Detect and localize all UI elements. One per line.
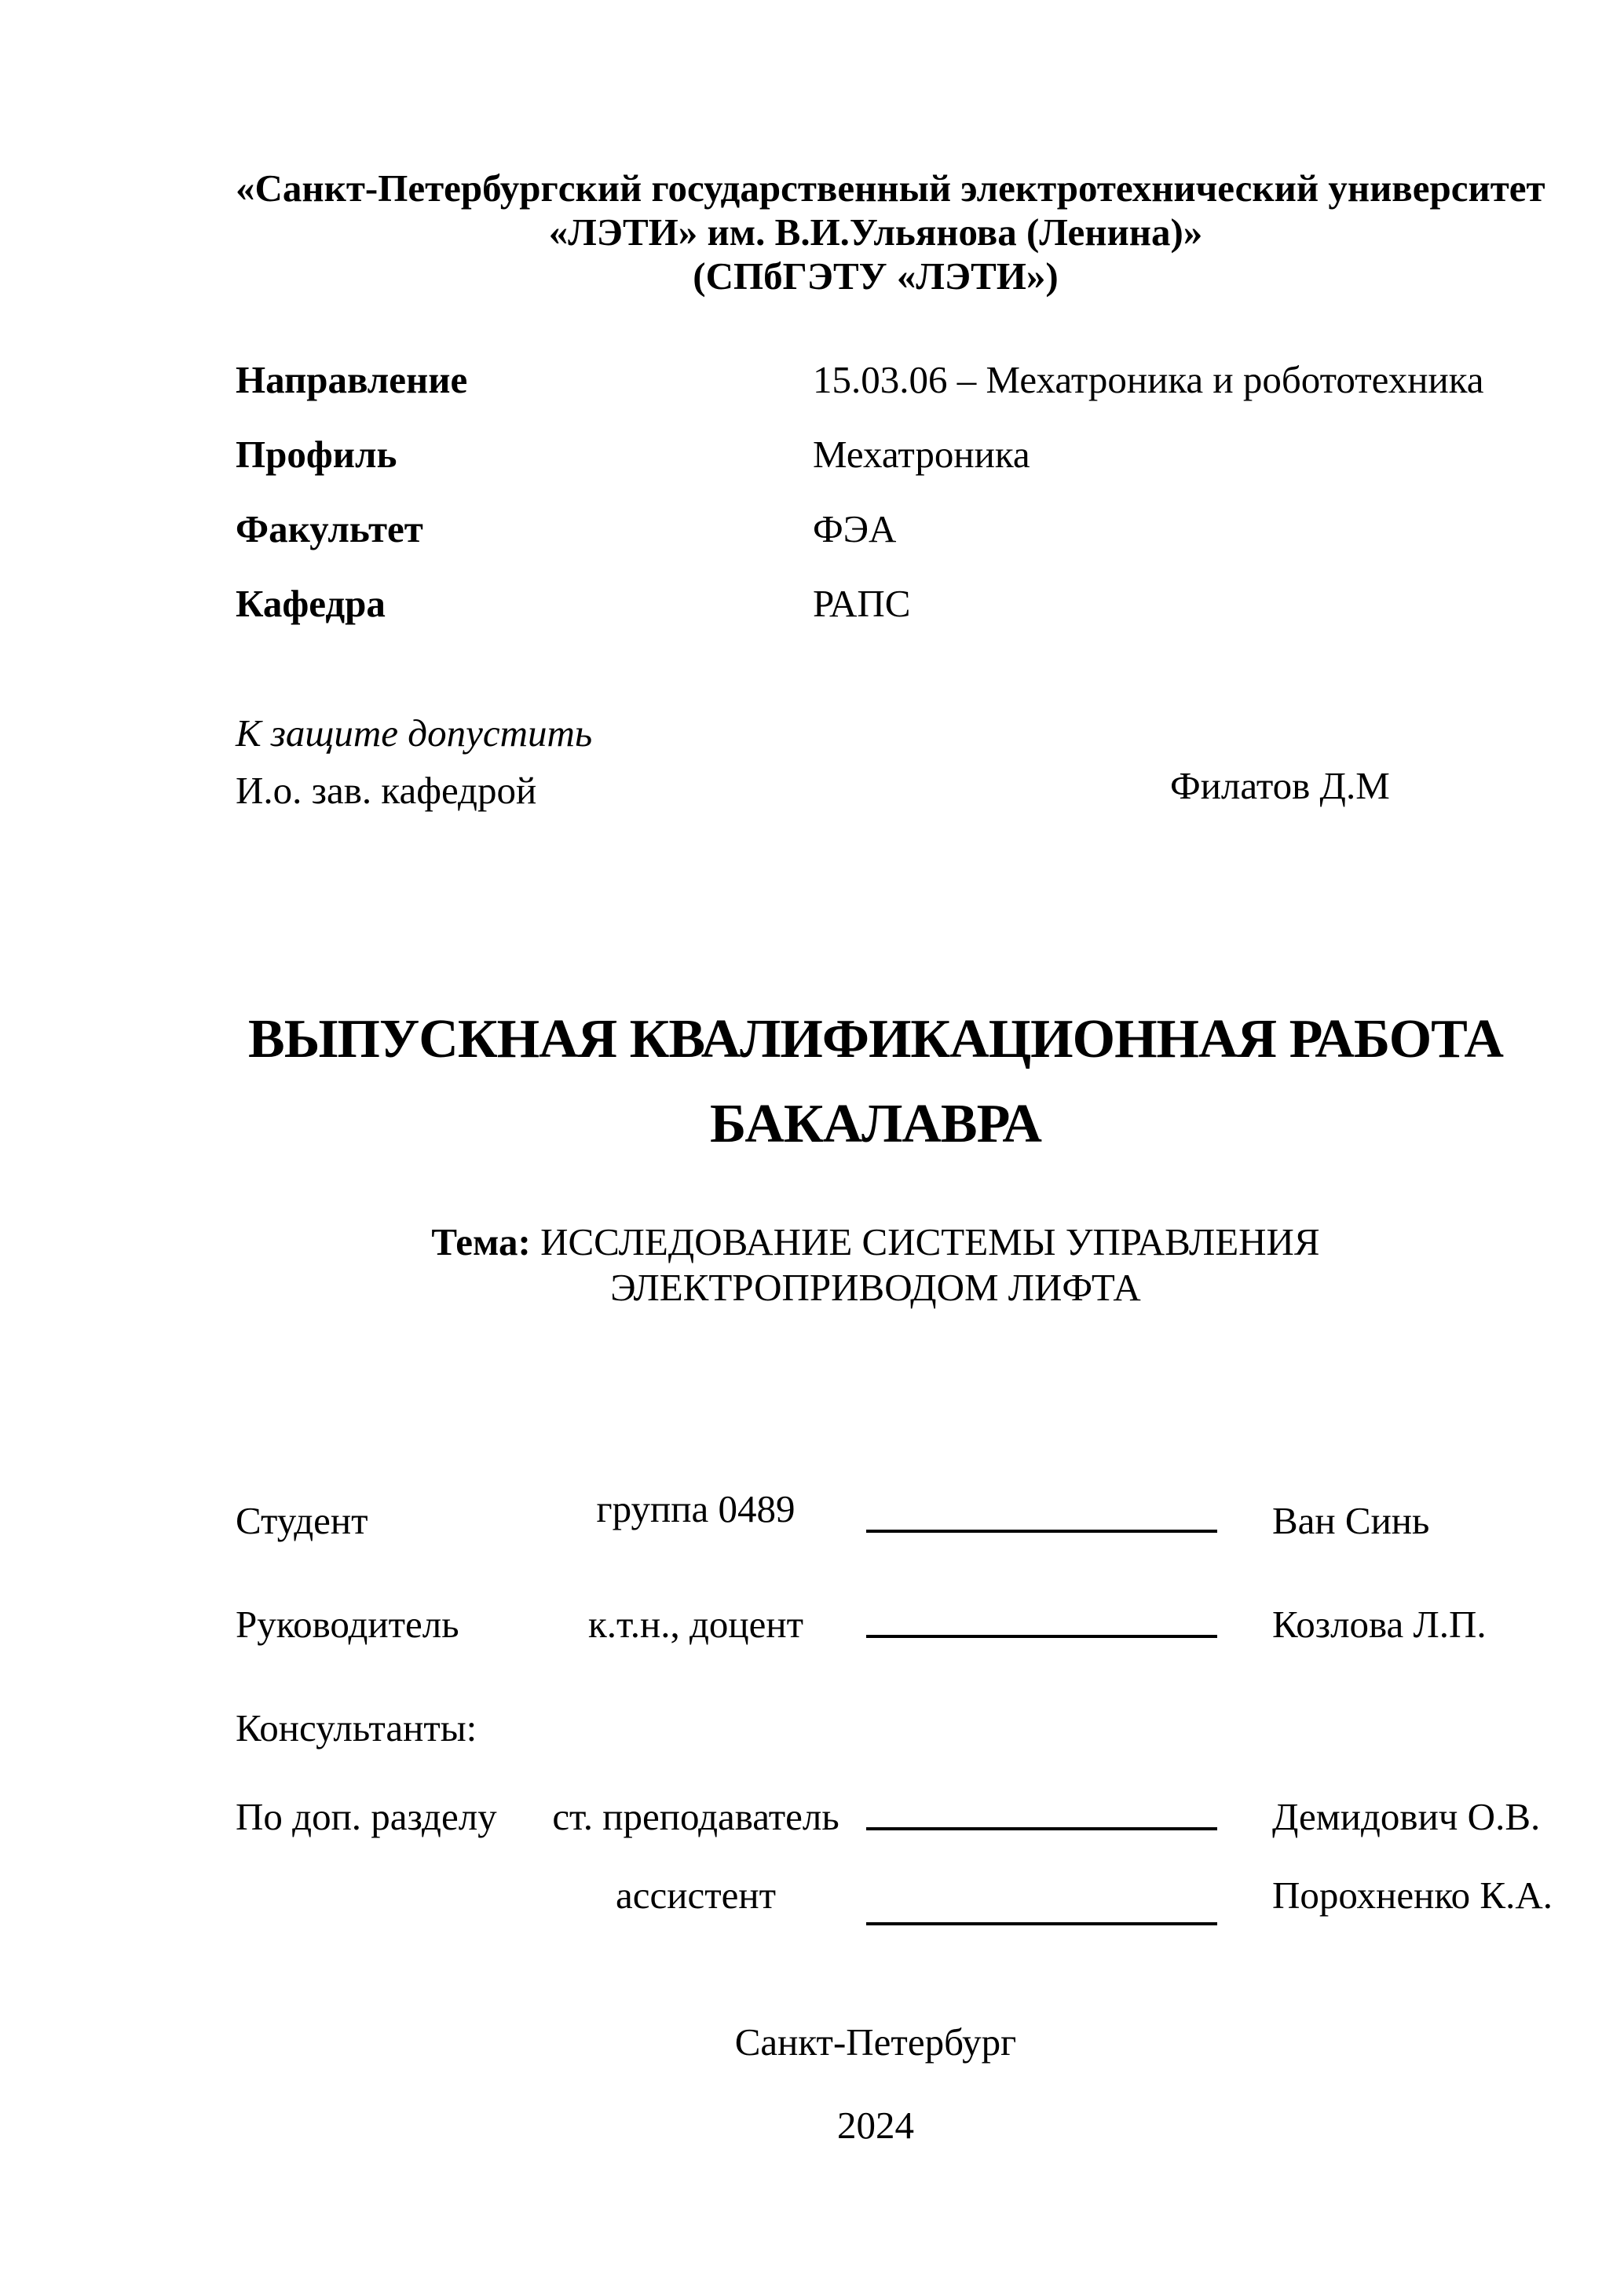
signature-name-supervisor: Козлова Л.П. [1272,1603,1487,1646]
signature-role-student: Студент [236,1499,368,1542]
university-name-line1: «Санкт-Петербургский государственный электротехнический университет [236,166,1545,210]
admit-to-defense-text: К защите допустить [236,711,593,755]
signature-name-consultant2: Порохненко К.А. [1272,1874,1553,1917]
topic-text-line1: ИССЛЕДОВАНИЕ СИСТЕМЫ УПРАВЛЕНИЯ [540,1220,1320,1263]
signature-line-supervisor [866,1635,1217,1638]
field-value-direction: 15.03.06 – Мехатроника и робототехника [813,358,1484,401]
signature-qualifier-supervisor: к.т.н., доцент [587,1603,804,1646]
signature-line-consultant2 [866,1922,1217,1925]
field-label-faculty: Факультет [236,507,423,550]
field-value-profile: Мехатроника [813,433,1030,476]
signature-line-consultant1 [866,1827,1217,1830]
field-label-direction: Направление [236,358,468,401]
topic-text-line2: ЭЛЕКТРОПРИВОДОМ ЛИФТА [610,1266,1141,1309]
footer-city: Санкт-Петербург [734,2020,1017,2064]
signature-name-student: Ван Синь [1272,1499,1430,1542]
topic-label: Тема: [431,1220,531,1263]
consultants-heading: Консультанты: [236,1706,477,1749]
field-label-department: Кафедра [236,582,386,625]
signature-role-supervisor: Руководитель [236,1603,459,1646]
signature-qualifier-student-group: группа 0489 [596,1487,796,1530]
signature-role-additional-section: По доп. разделу [236,1795,497,1838]
thesis-title-line1: ВЫПУСКНАЯ КВАЛИФИКАЦИОННАЯ РАБОТА [248,1009,1503,1069]
signature-line-student [866,1530,1217,1533]
field-value-faculty: ФЭА [813,507,897,550]
topic-line1 [236,1219,1516,1264]
university-abbreviation: (СПбГЭТУ «ЛЭТИ») [693,254,1059,298]
signature-qualifier-senior-lecturer: ст. преподаватель [552,1795,839,1838]
thesis-title-line2: БАКАЛАВРА [710,1094,1041,1154]
acting-head-of-department-role: И.о. зав. кафедрой [236,769,537,812]
field-label-profile: Профиль [236,433,397,476]
university-name-line2: «ЛЭТИ» им. В.И.Ульянова (Ленина)» [548,210,1203,254]
acting-head-of-department-name: Филатов Д.М [1170,764,1390,807]
footer-year: 2024 [837,2104,914,2147]
signature-qualifier-assistant: ассистент [615,1874,776,1917]
signature-name-consultant1: Демидович О.В. [1272,1795,1541,1838]
field-value-department: РАПС [813,582,911,625]
